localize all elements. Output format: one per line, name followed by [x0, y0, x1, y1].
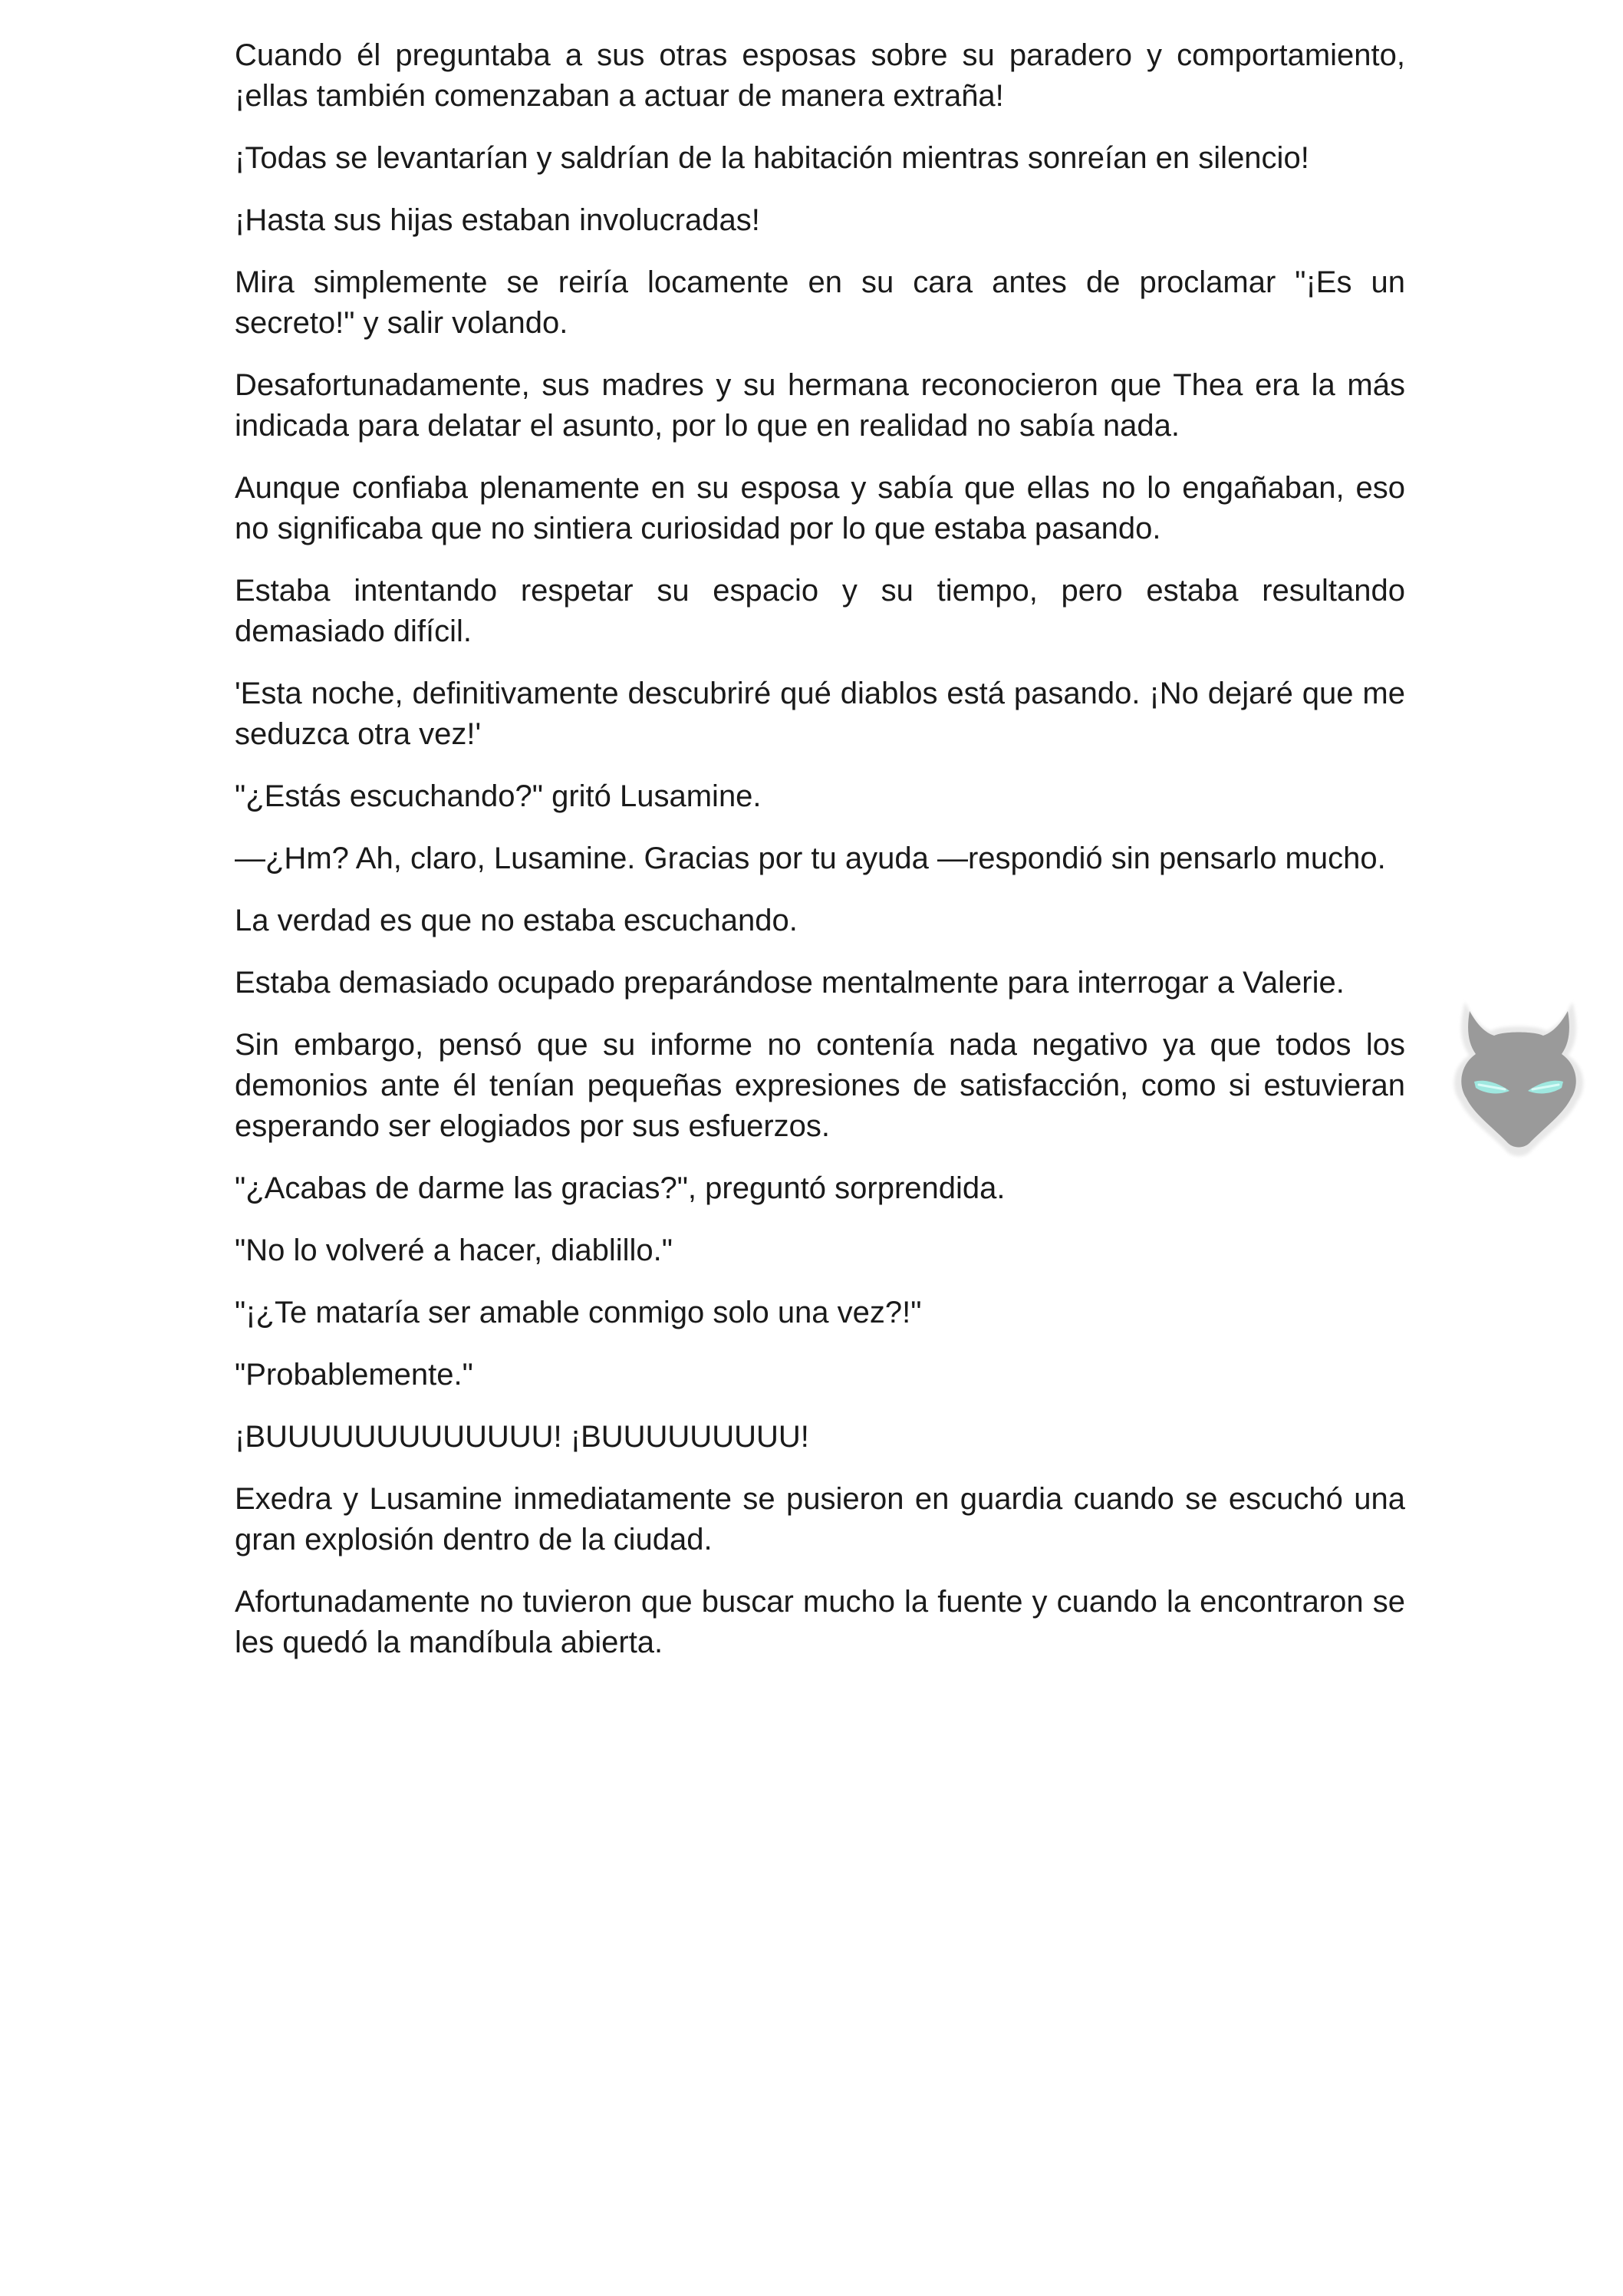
paragraph: Exedra y Lusamine inmediatamente se pusieron en guardia cuando se escuchó una gran explosión dentro de la ciudad.	[235, 1482, 1405, 1556]
paragraph: "Probablemente."	[235, 1358, 473, 1392]
text-column	[235, 35, 1405, 1685]
paragraph: Afortunadamente no tuvieron que buscar mucho la fuente y cuando la encontraron se les quedó la mandíbula abierta.	[235, 1585, 1405, 1659]
paragraph: "No lo volveré a hacer, diablillo."	[235, 1234, 673, 1267]
demon-head-icon	[1442, 996, 1595, 1168]
paragraph: ¡Todas se levantarían y saldrían de la habitación mientras sonreían en silencio!	[235, 141, 1309, 175]
paragraph: Desafortunadamente, sus madres y su hermana reconocieron que Thea era la más indicada para delatar el asunto, por lo que en realidad no sabía nada.	[235, 368, 1405, 443]
paragraph: ¡Hasta sus hijas estaban involucradas!	[235, 203, 760, 237]
paragraph: Estaba demasiado ocupado preparándose mentalmente para interrogar a Valerie.	[235, 966, 1345, 1000]
paragraph: 'Esta noche, definitivamente descubriré qué diablos está pasando. ¡No dejaré que me seduzca otra vez!'	[235, 677, 1405, 751]
paragraph: "¿Acabas de darme las gracias?", preguntó sorprendida.	[235, 1171, 1006, 1205]
paragraph: Mira simplemente se reiría locamente en su cara antes de proclamar "¡Es un secreto!" y salir volando.	[235, 265, 1405, 340]
paragraph: Sin embargo, pensó que su informe no contenía nada negativo ya que todos los demonios ante él tenían pequeñas expresiones de satisfacción, como si estuvieran esperando ser elogiados por sus esfuerzos.	[235, 1028, 1405, 1143]
paragraph: ¡BUUUUUUUUUUUUU! ¡BUUUUUUUUU!	[235, 1420, 809, 1454]
paragraph: —¿Hm? Ah, claro, Lusamine. Gracias por tu ayuda —respondió sin pensarlo mucho.	[235, 842, 1386, 875]
paragraph: La verdad es que no estaba escuchando.	[235, 904, 798, 937]
paragraph: Estaba intentando respetar su espacio y su tiempo, pero estaba resultando demasiado difícil.	[235, 574, 1405, 648]
paragraph: Aunque confiaba plenamente en su esposa y sabía que ellas no lo engañaban, eso no significaba que no sintiera curiosidad por lo que estaba pasando.	[235, 471, 1405, 545]
paragraph: "¡¿Te mataría ser amable conmigo solo una vez?!"	[235, 1296, 922, 1329]
paragraph: Cuando él preguntaba a sus otras esposas sobre su paradero y comportamiento, ¡ellas también comenzaban a actuar de manera extraña!	[235, 38, 1405, 113]
paragraph: "¿Estás escuchando?" gritó Lusamine.	[235, 779, 762, 813]
